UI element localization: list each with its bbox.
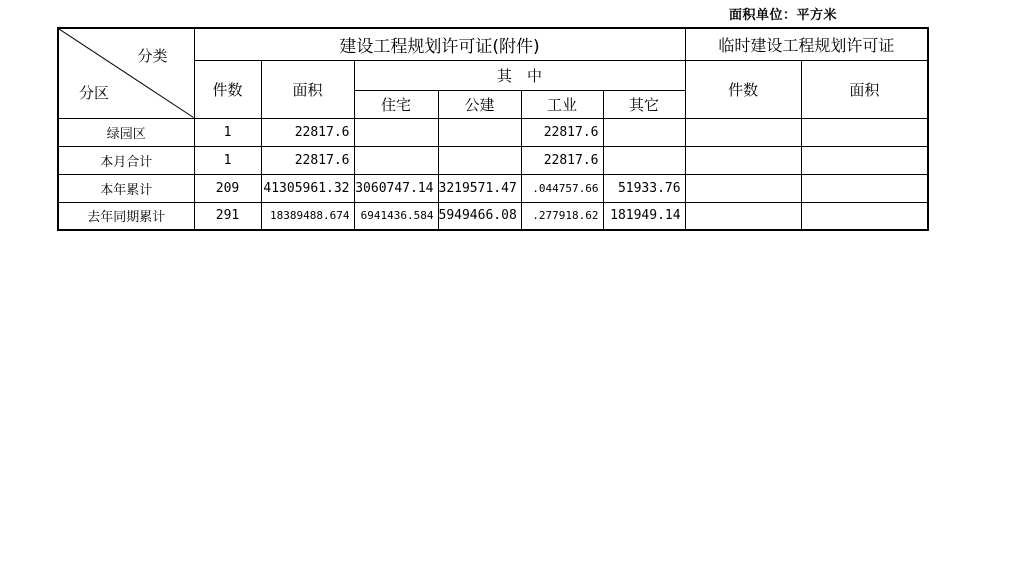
area-cell: 22817.6 — [261, 146, 354, 174]
table-body — [58, 118, 928, 230]
permit-report-table — [57, 27, 929, 231]
header-temp-area: 面积 — [801, 60, 928, 118]
temp-area-cell — [801, 118, 928, 146]
header-construction-permit-group: 建设工程规划许可证(附件) — [194, 28, 685, 60]
temp-area-cell — [801, 174, 928, 202]
row-label-cell: 绿园区 — [58, 118, 194, 146]
temp-count-cell — [685, 202, 801, 230]
other-cell — [603, 118, 685, 146]
residential-cell: 6941436.584 — [354, 202, 438, 230]
temp-area-cell — [801, 146, 928, 174]
corner-label-category: 分类 — [137, 47, 168, 65]
header-residential: 住宅 — [354, 90, 438, 118]
count-cell: 1 — [194, 118, 261, 146]
temp-area-cell — [801, 202, 928, 230]
temp-count-cell — [685, 174, 801, 202]
diagonal-divider-line — [59, 29, 194, 118]
temp-count-cell — [685, 146, 801, 174]
public-building-cell: 5949466.08 — [438, 202, 521, 230]
other-cell: 181949.14 — [603, 202, 685, 230]
industrial-cell: 22817.6 — [521, 118, 603, 146]
table-row — [58, 146, 928, 174]
header-industrial: 工业 — [521, 90, 603, 118]
residential-cell: 3060747.14 — [354, 174, 438, 202]
industrial-cell: .044757.66 — [521, 174, 603, 202]
residential-cell — [354, 118, 438, 146]
industrial-cell: 22817.6 — [521, 146, 603, 174]
area-cell: 41305961.32 — [261, 174, 354, 202]
row-label-cell: 本年累计 — [58, 174, 194, 202]
count-cell: 1 — [194, 146, 261, 174]
other-cell — [603, 146, 685, 174]
header-row-1 — [58, 28, 928, 60]
industrial-cell: .277918.62 — [521, 202, 603, 230]
header-other: 其它 — [603, 90, 685, 118]
temp-count-cell — [685, 118, 801, 146]
corner-header-cell — [58, 28, 194, 118]
header-temporary-permit-group: 临时建设工程规划许可证 — [685, 28, 928, 60]
other-cell: 51933.76 — [603, 174, 685, 202]
residential-cell — [354, 146, 438, 174]
count-cell: 209 — [194, 174, 261, 202]
area-cell: 22817.6 — [261, 118, 354, 146]
header-count: 件数 — [194, 60, 261, 118]
row-label-cell: 去年同期累计 — [58, 202, 194, 230]
public-building-cell — [438, 146, 521, 174]
count-cell: 291 — [194, 202, 261, 230]
table-row — [58, 118, 928, 146]
row-label-cell: 本月合计 — [58, 146, 194, 174]
header-area: 面积 — [261, 60, 354, 118]
header-public-building: 公建 — [438, 90, 521, 118]
area-cell: 18389488.674 — [261, 202, 354, 230]
header-subgroup-among-which: 其 中 — [354, 60, 685, 90]
unit-label: 面积单位：平方米 — [729, 8, 838, 23]
public-building-cell — [438, 118, 521, 146]
table-row — [58, 174, 928, 202]
public-building-cell: 3219571.47 — [438, 174, 521, 202]
header-temp-count: 件数 — [685, 60, 801, 118]
corner-label-district: 分区 — [79, 83, 110, 102]
table-row — [58, 202, 928, 230]
